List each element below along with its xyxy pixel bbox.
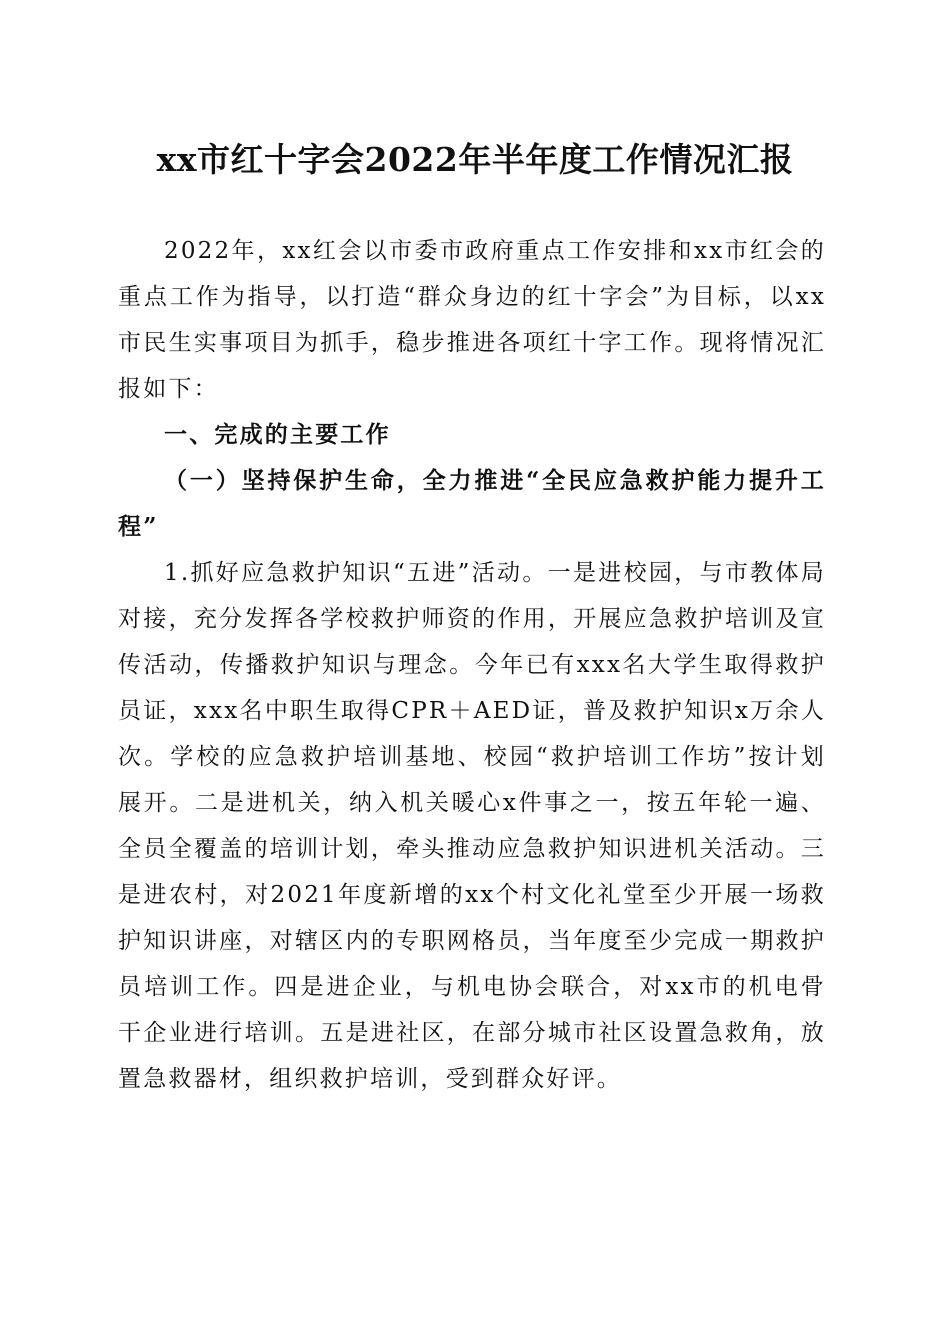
intro-paragraph: 2022年，xx红会以市委市政府重点工作安排和xx市红会的重点工作为指导，以打造“群众身边的红十字会”为目标，以xx市民生实事项目为抓手，稳步推进各项红十字工作。现将情况汇报如下： (118, 238, 826, 402)
item-paragraph: 1.抓好应急救护知识“五进”活动。一是进校园，与市教体局对接，充分发挥各学校救护师资的作用，开展应急救护培训及宣传活动，传播救护知识与理念。今年已有xxx名大学生取得救护员证，xxx名中职生取得CPR＋AED证，普及救护知识x万余人次。学校的应急救护培训基地、校园“救护培训工作坊”按计划展开。二是进机关，纳入机关暖心x件事之一，按五年轮一遍、全员全覆盖的培训计划，牵头推动应急救护知识进机关活动。三是进农村，对2021年度新增的xx个村文化礼堂至少开展一场救护知识讲座，对辖区内的专职网格员，当年度至少完成一期救护员培训工作。四是进企业，与机电协会联合，对xx市的机电骨干企业进行培训。五是进社区，在部分城市社区设置急救角，放置急救器材，组织救护培训，受到群众好评。 (118, 560, 826, 1092)
subsection-heading: （一）坚持保护生命，全力推进“全民应急救护能力提升工程” (118, 467, 826, 540)
section-heading: 一、完成的主要工作 (164, 422, 391, 448)
document-body (118, 228, 826, 1102)
document-title: xx市红十字会2022年半年度工作情况汇报 (156, 140, 794, 179)
